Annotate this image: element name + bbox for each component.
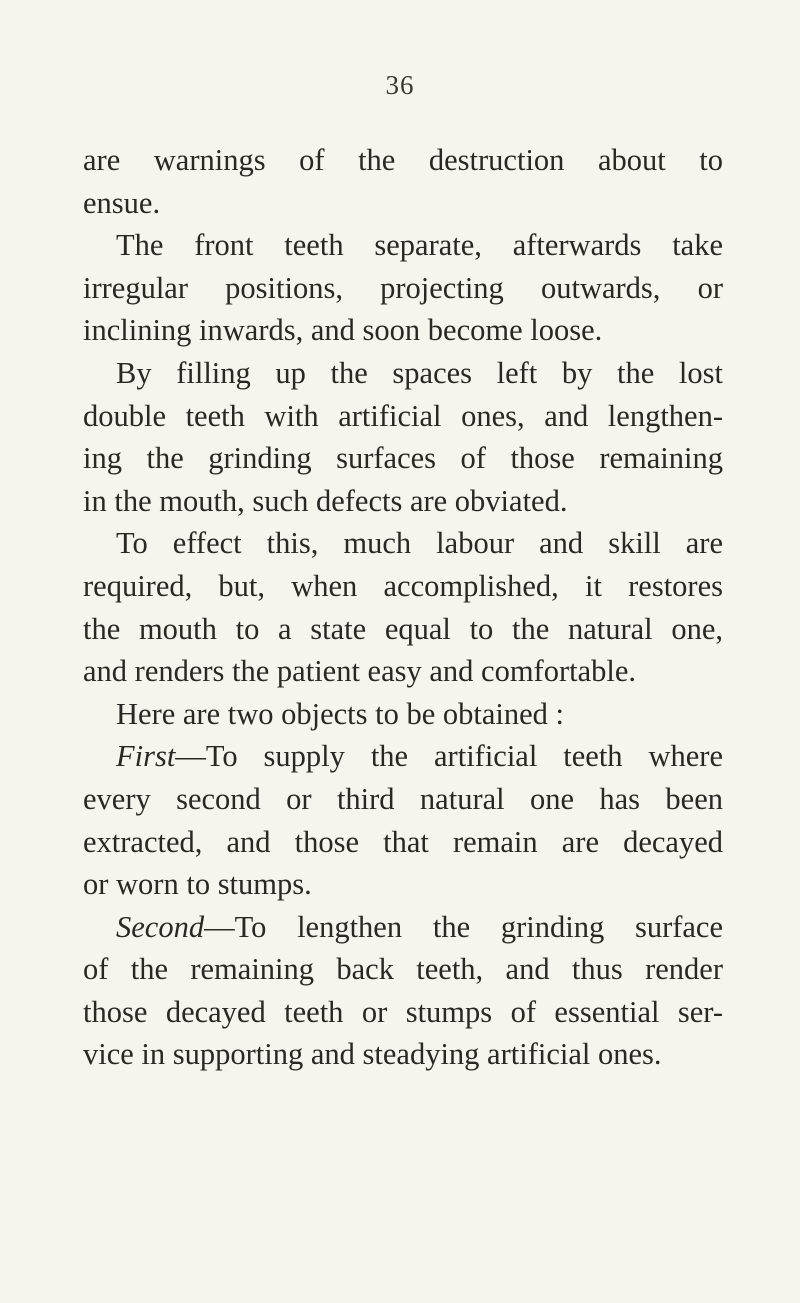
paragraph-start-line: By filling up the spaces left by the lost xyxy=(116,355,723,390)
text-line: vice in supporting and steadying artificial ones. xyxy=(83,1037,662,1072)
text-line: irregular positions, projecting outwards, or xyxy=(83,270,723,305)
paragraph-start-line: The front teeth separate, afterwards take xyxy=(116,228,723,263)
text-line: extracted, and those that remain are decayed xyxy=(83,824,723,859)
text-line: ensue. xyxy=(83,185,161,220)
paragraph-start-line xyxy=(83,906,723,949)
text-line: the mouth to a state equal to the natural one, xyxy=(83,611,723,646)
text-line: are warnings of the destruction about to xyxy=(83,143,723,177)
page-number: 36 xyxy=(385,70,415,100)
first-label: First xyxy=(116,739,176,774)
text-line: every second or third natural one has been xyxy=(83,781,723,816)
text-line: required, but, when accomplished, it restores xyxy=(83,568,723,603)
second-label: Second xyxy=(116,909,205,944)
text-line: and renders the patient easy and comfortable. xyxy=(83,654,637,689)
second-text: —To lengthen the grinding surface xyxy=(204,909,723,944)
text-line: ing the grinding surfaces of those remaining xyxy=(83,441,723,476)
paragraph-start-line: Here are two objects to be obtained : xyxy=(116,696,565,731)
body-text xyxy=(83,139,723,1076)
first-text: —To supply the artificial teeth where xyxy=(175,739,723,774)
text-line: those decayed teeth or stumps of essential ser- xyxy=(83,994,723,1029)
text-line: in the mouth, such defects are obviated. xyxy=(83,483,568,518)
text-line: or worn to stumps. xyxy=(83,867,312,902)
text-line: inclining inwards, and soon become loose. xyxy=(83,313,603,348)
text-line: double teeth with artificial ones, and lengthen- xyxy=(83,398,723,433)
text-line: of the remaining back teeth, and thus render xyxy=(83,952,723,987)
paragraph-start-line xyxy=(83,735,723,778)
paragraph-start-line: To effect this, much labour and skill are xyxy=(116,526,723,561)
